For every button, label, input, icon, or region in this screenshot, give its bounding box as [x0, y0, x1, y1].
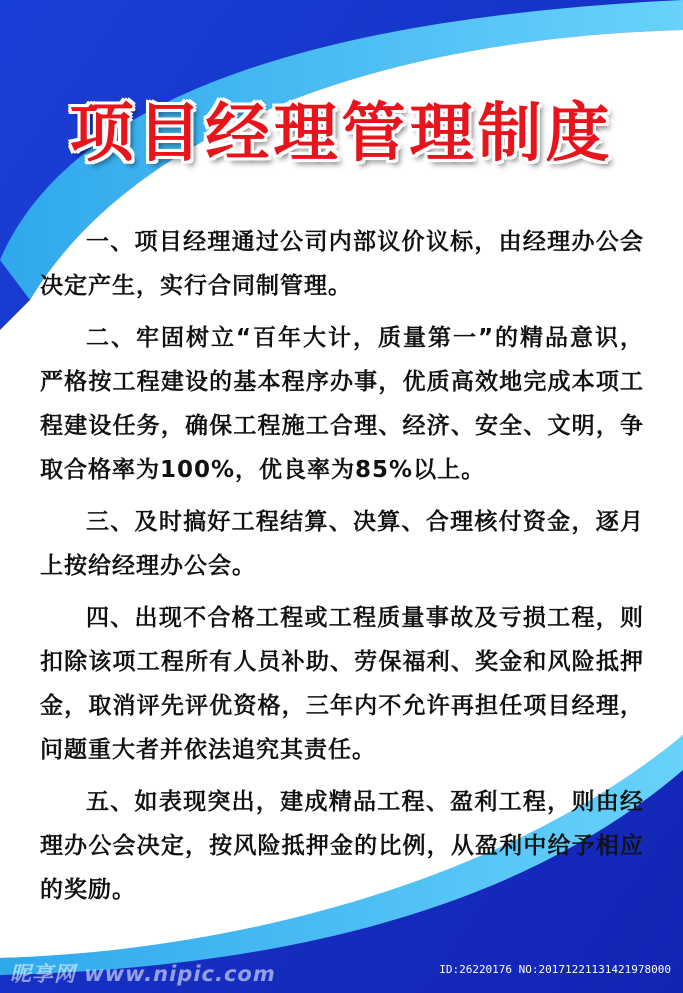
- rule-paragraph-5: 五、如表现突出，建成精品工程、盈利工程，则由经理办公会决定，按风险抵押金的比例，从盈利中给予相应的奖励。: [40, 789, 644, 903]
- image-id-label: ID:26220176 NO:20171221131421978000: [439, 963, 671, 976]
- page-title: 项目经理管理制度: [69, 97, 614, 171]
- rule-paragraph-4: 四、出现不合格工程或工程质量事故及亏损工程，则扣除该项工程所有人员补助、劳保福利、奖金和风险抵押金，取消评先评优资格，三年内不允许再担任项目经理，问题重大者并依法追究其责任。: [40, 605, 644, 763]
- watermark-text: 昵享网 www.nipic.com: [10, 962, 276, 986]
- rules-body: [40, 220, 644, 920]
- rule-paragraph-2: 二、牢固树立“百年大计，质量第一”的精品意识，严格按工程建设的基本程序办事，优质高效地完成本项工程建设任务，确保工程施工合理、经济、安全、文明，争取合格率为100%，优良率为85%以上。: [40, 325, 644, 483]
- rule-paragraph-1: 一、项目经理通过公司内部议价议标，由经理办公会决定产生，实行合同制管理。: [40, 229, 644, 299]
- rule-paragraph-3: 三、及时搞好工程结算、决算、合理核付资金，逐月上按给经理办公会。: [40, 509, 644, 579]
